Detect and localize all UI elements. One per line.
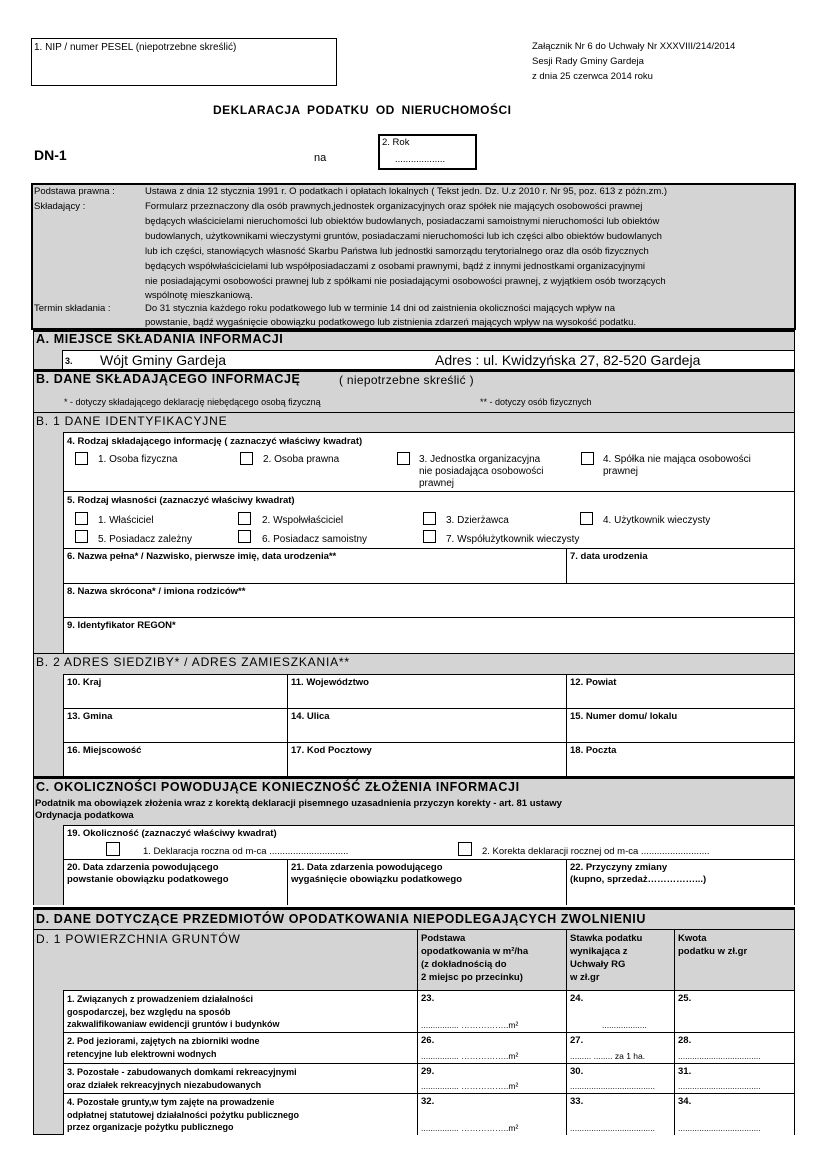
field-13-commune[interactable]: 13. Gmina: [63, 708, 287, 742]
legal-basis-text: Ustawa z dnia 12 stycznia 1991 r. O podatkach i opłatach lokalnych ( Tekst jedn. Dz. U.z 2010 r. Nr 95, poz. 613 z późn.zm.): [145, 186, 668, 197]
field-26-base[interactable]: [417, 1032, 566, 1063]
deadline-line: powstanie, bądź wygaśnięcie obowiązku podatkowego lub zistnienia zdarzeń mających wpływ na wysokość podatku.: [145, 317, 637, 328]
land-row-label: [63, 1093, 417, 1135]
option-label: 3. Dzierżawca: [446, 515, 509, 526]
section-d1-title: D. 1 POWIERZCHNIA GRUNTÓW: [36, 932, 241, 946]
row-label-line: gospodarczej, bez względu na sposób: [67, 1006, 231, 1017]
field-18-post-office[interactable]: 18. Poczta: [566, 742, 794, 778]
section-b1-title: B. 1 DANE IDENTYFIKACYJNE: [36, 414, 228, 428]
field-25-amount[interactable]: [674, 990, 794, 1032]
checkbox-company[interactable]: [581, 452, 594, 465]
option-label: 4. Spółka nie mająca osobowości: [603, 454, 751, 465]
option-label: 2. Osoba prawna: [263, 454, 340, 465]
field-label: 21. Data zdarzenia powodującego: [291, 862, 443, 873]
field-22-change-reason[interactable]: [566, 859, 794, 905]
column-header-line: (z dokładnością do: [421, 959, 507, 970]
nip-field[interactable]: [31, 38, 337, 86]
field-14-street[interactable]: 14. Ulica: [287, 708, 566, 742]
section-c-note: Podatnik ma obowiązek złożenia wraz z korektą deklaracji pisemnego uzasadnienia przyczyn korekty - art. 81 ustawy: [35, 798, 562, 809]
field-number: 32.: [421, 1096, 435, 1107]
option-label: 6. Posiadacz samoistny: [262, 534, 368, 545]
field-24-rate[interactable]: [566, 990, 674, 1032]
section-a: [33, 332, 795, 369]
field-23-base[interactable]: [417, 990, 566, 1032]
column-header-line: Podstawa: [421, 933, 466, 944]
legal-info-block: [31, 183, 796, 330]
field-27-rate[interactable]: [566, 1032, 674, 1063]
option-label: 1. Deklaracja roczna od m-ca ..............................: [143, 846, 349, 857]
field-33-rate[interactable]: [566, 1093, 674, 1135]
field-34-amount[interactable]: [674, 1093, 794, 1135]
field-number: 29.: [421, 1066, 435, 1077]
row-label-line: 4. Pozostałe grunty,w tym zajęte na prowadzenie: [67, 1097, 275, 1107]
field-label: wygaśnięcie obowiązku podatkowego: [291, 874, 463, 885]
section-a-title: A. MIEJSCE SKŁADANIA INFORMACJI: [36, 332, 284, 346]
form-title: DEKLARACJA PODATKU OD NIERUCHOMOŚCI: [213, 103, 512, 117]
field-32-base[interactable]: [417, 1093, 566, 1135]
column-header-line: Kwota: [678, 933, 707, 944]
attachment-line-3: z dnia 25 czerwca 2014 roku: [532, 71, 653, 82]
field-label: (kupno, sprzedaż……………...): [570, 874, 707, 885]
attachment-line-1: Załącznik Nr 6 do Uchwały Nr XXXVIII/214/2014: [532, 41, 736, 52]
field-number: 25.: [678, 993, 692, 1004]
field-value-dots: ...................................: [678, 1123, 761, 1133]
column-header-rate: [566, 930, 674, 990]
checkbox-perpetual-co-user[interactable]: [423, 530, 436, 543]
column-header-line: podatku w zł.gr: [678, 946, 748, 957]
submitter-line: lub ich części, stanowiących własność Skarbu Państwa lub jednostki samorządu terytorialnego oraz dla osób fizycznych: [145, 246, 649, 257]
section-c: [33, 779, 795, 905]
deadline-line: Do 31 stycznia każdego roku podatkowego lub w terminie 14 dni od zaistnienia okoliczności mających wpływ na: [145, 303, 615, 314]
form-code: DN-1: [34, 147, 67, 163]
section-b-note: ( niepotrzebne skreślić ): [339, 373, 474, 387]
option-label: 4. Użytkownik wieczysty: [603, 515, 711, 526]
option-label: 2. Korekta deklaracji rocznej od m-ca ..........................: [482, 846, 710, 857]
field-21-end-date[interactable]: [287, 859, 566, 905]
field-17-postal-code[interactable]: 17. Kod Pocztowy: [287, 742, 566, 778]
checkbox-dependent-holder[interactable]: [75, 530, 88, 543]
field-number: 26.: [421, 1035, 435, 1046]
year-dots: ...................: [395, 154, 446, 165]
field-label: powstanie obowiązku podatkowego: [67, 874, 229, 885]
column-header-line: 2 miejsc po przecinku): [421, 972, 523, 983]
submitter-line: Formularz przeznaczony dla osób prawnych,jednostek organizacyjnych oraz spółek nie mających osobowości prawnej: [145, 201, 643, 212]
section-b-title: B. DANE SKŁADAJĄCEGO INFORMACJĘ: [36, 372, 301, 386]
checkbox-legal-person[interactable]: [240, 452, 253, 465]
field-value-dots: ...................................: [678, 1051, 761, 1061]
checkbox-independent-holder[interactable]: [238, 530, 251, 543]
field-4-label: 4. Rodzaj składającego informację ( zaznaczyć właściwy kwadrat): [67, 436, 363, 447]
submitter-line: nie posiadającymi osobowości prawnej lub z spółkami nie posiadającymi osobowości prawnej, z wyjątkiem osób tworzących: [145, 276, 666, 287]
column-header-line: Uchwały RG: [570, 959, 626, 970]
field-value-dots: ...................................: [678, 1081, 761, 1091]
option-label: 7. Współużytkownik wieczysty: [446, 534, 580, 545]
option-label: 3. Jednostka organizacyjna: [419, 454, 541, 465]
field-28-amount[interactable]: [674, 1032, 794, 1063]
section-d: [33, 910, 795, 1135]
field-19-circumstance: [63, 825, 794, 859]
column-header-line: opodatkowania w m²/ha: [421, 946, 529, 957]
field-value-dots: ....................................: [570, 1123, 656, 1133]
option-label: 5. Posiadacz zależny: [98, 534, 192, 545]
field-label: 22. Przyczyny zmiany: [570, 862, 668, 873]
checkbox-leaseholder[interactable]: [423, 512, 436, 525]
field-number: 24.: [570, 993, 584, 1004]
field-16-city[interactable]: 16. Miejscowość: [63, 742, 287, 778]
field-11-voivodeship[interactable]: 11. Województwo: [287, 674, 566, 708]
field-number: 31.: [678, 1066, 692, 1077]
field-value-dots: ................ ……………..m²: [421, 1081, 519, 1091]
option-label: prawnej: [603, 466, 639, 477]
section-b2-title: B. 2 ADRES SIEDZIBY* / ADRES ZAMIESZKANIA**: [36, 655, 350, 669]
section-d-title: D. DANE DOTYCZĄCE PRZEDMIOTÓW OPODATKOWANIA NIEPODLEGAJĄCYCH ZWOLNIENIU: [36, 912, 646, 926]
field-20-start-date[interactable]: [63, 859, 287, 905]
row-label-line: 2. Pod jeziorami, zajętych na zbiorniki wodne: [67, 1036, 260, 1046]
year-field[interactable]: [378, 134, 477, 170]
option-label: nie posiadająca osobowości: [419, 466, 544, 477]
option-label: prawnej: [419, 478, 455, 489]
checkbox-annual-declaration[interactable]: [106, 842, 120, 856]
checkbox-perpetual-user[interactable]: [580, 512, 593, 525]
field-30-rate[interactable]: [566, 1063, 674, 1093]
row-label-line: 3. Pozostałe - zabudowanych domkami rekreacyjnymi: [67, 1067, 297, 1077]
checkbox-correction[interactable]: [458, 842, 472, 856]
field-31-amount[interactable]: [674, 1063, 794, 1093]
legal-basis-label: Podstawa prawna :: [34, 186, 115, 197]
option-label: 2. Wspołwłaściciel: [262, 515, 344, 526]
row-label-line: zakwalifikowaniaw ewidencji gruntów i budynków: [67, 1019, 280, 1029]
field-label: 20. Data zdarzenia powodującego: [67, 862, 219, 873]
section-b2: [33, 653, 795, 777]
column-header-line: Stawka podatku: [570, 933, 643, 944]
field-value-dots: ......... ........ za 1 ha.: [570, 1051, 646, 1061]
row-label-line: 1. Związanych z prowadzeniem działalności: [67, 994, 254, 1004]
field-29-base[interactable]: [417, 1063, 566, 1093]
row-label-line: oraz działek rekreacyjnych niezabudowanych: [67, 1079, 262, 1090]
recipient-field[interactable]: [62, 350, 794, 369]
divider: [34, 412, 794, 413]
field-value-dots: ................ ……………..m²: [421, 1020, 519, 1030]
section-c-note: Ordynacja podatkowa: [35, 810, 134, 821]
row-label-line: retencyjne lub elektrowni wodnych: [67, 1048, 217, 1059]
row-label-line: odpłatnej statutowej działalności pożytku publicznego: [67, 1109, 300, 1120]
field-value-dots: ....................................: [570, 1081, 656, 1091]
column-header-base: [417, 930, 566, 990]
submitter-line: budowlanych, użytkownikami wieczystymi gruntów, posiadaczami nieruchomości lub ich części albo obiektów budowlanych: [145, 231, 662, 242]
column-header-line: wynikająca z: [570, 946, 628, 957]
option-label: 1. Osoba fizyczna: [98, 454, 178, 465]
year-prefix: na: [314, 152, 327, 164]
field-number: 30.: [570, 1066, 584, 1077]
row-label-line: przez organizacje pożytku publicznego: [67, 1122, 234, 1132]
field-12-county[interactable]: 12. Powiat: [566, 674, 794, 708]
section-b: [33, 372, 795, 656]
checkbox-owner[interactable]: [75, 512, 88, 525]
land-row-label: [63, 1032, 417, 1063]
attachment-line-2: Sesji Rady Gminy Gardeja: [532, 56, 644, 67]
column-header-amount: [674, 930, 794, 990]
nip-label: 1. NIP / numer PESEL (niepotrzebne skreślić): [34, 42, 237, 53]
field-8-short-name[interactable]: 8. Nazwa skrócona* / imiona rodziców**: [63, 583, 794, 617]
recipient-address: Adres : ul. Kwidzyńska 27, 82-520 Gardeja: [435, 352, 701, 368]
option-label: 1. Właściciel: [98, 515, 154, 526]
deadline-label: Termin składania :: [34, 303, 111, 314]
recipient-field-number: 3.: [65, 356, 73, 366]
section-c-title: C. OKOLICZNOŚCI POWODUJĄCE KONIECZNOŚĆ ZŁOŻENIA INFORMACJI: [36, 780, 520, 794]
field-5-ownership-type: [63, 491, 794, 548]
field-15-house-number[interactable]: 15. Numer domu/ lokalu: [566, 708, 794, 742]
field-9-regon[interactable]: 9. Identyfikator REGON*: [63, 617, 794, 654]
submitter-line: będących współwłaścicielami lub współposiadaczami z osobami prawnymi, bądź z innymi jednostkami organizacyjnymi: [145, 261, 646, 272]
footnote-legal-person: * - dotyczy składającego deklarację niebędącego osobą fizyczną: [64, 397, 321, 407]
land-row-label: [63, 990, 417, 1032]
field-number: 27.: [570, 1035, 584, 1046]
field-5-label: 5. Rodzaj własności (zaznaczyć właściwy kwadrat): [67, 495, 295, 506]
field-number: 23.: [421, 993, 435, 1004]
checkbox-natural-person[interactable]: [75, 452, 88, 465]
submitter-line: będących właścicielami nieruchomości lub obiektów budowlanych, posiadaczami samoistnymi nieruchomości lub obiektów: [145, 216, 660, 227]
field-value-dots: ................ ……………..m²: [421, 1123, 519, 1133]
submitter-line: wspólnotę mieszkaniową.: [145, 290, 253, 301]
checkbox-organizational-unit[interactable]: [397, 452, 410, 465]
field-7-birth-date[interactable]: 7. data urodzenia: [566, 548, 794, 583]
submitter-label: Składający :: [34, 201, 86, 212]
field-4-submitter-type: [63, 432, 794, 491]
field-value-dots: ................ ……………..m²: [421, 1051, 519, 1061]
field-value-dots: ...................: [602, 1020, 647, 1030]
year-label: 2. Rok: [382, 137, 410, 148]
recipient-name: Wójt Gminy Gardeja: [100, 352, 227, 368]
field-6-full-name[interactable]: 6. Nazwa pełna* / Nazwisko, pierwsze imię, data urodzenia**: [63, 548, 566, 583]
checkbox-co-owner[interactable]: [238, 512, 251, 525]
field-number: 28.: [678, 1035, 692, 1046]
field-10-country[interactable]: 10. Kraj: [63, 674, 287, 708]
field-number: 33.: [570, 1096, 584, 1107]
column-header-line: w zł.gr: [570, 972, 600, 983]
land-row-label: [63, 1063, 417, 1093]
field-19-label: 19. Okoliczność (zaznaczyć właściwy kwadrat): [67, 828, 277, 839]
footnote-natural-person: ** - dotyczy osób fizycznych: [480, 397, 592, 407]
field-number: 34.: [678, 1096, 692, 1107]
